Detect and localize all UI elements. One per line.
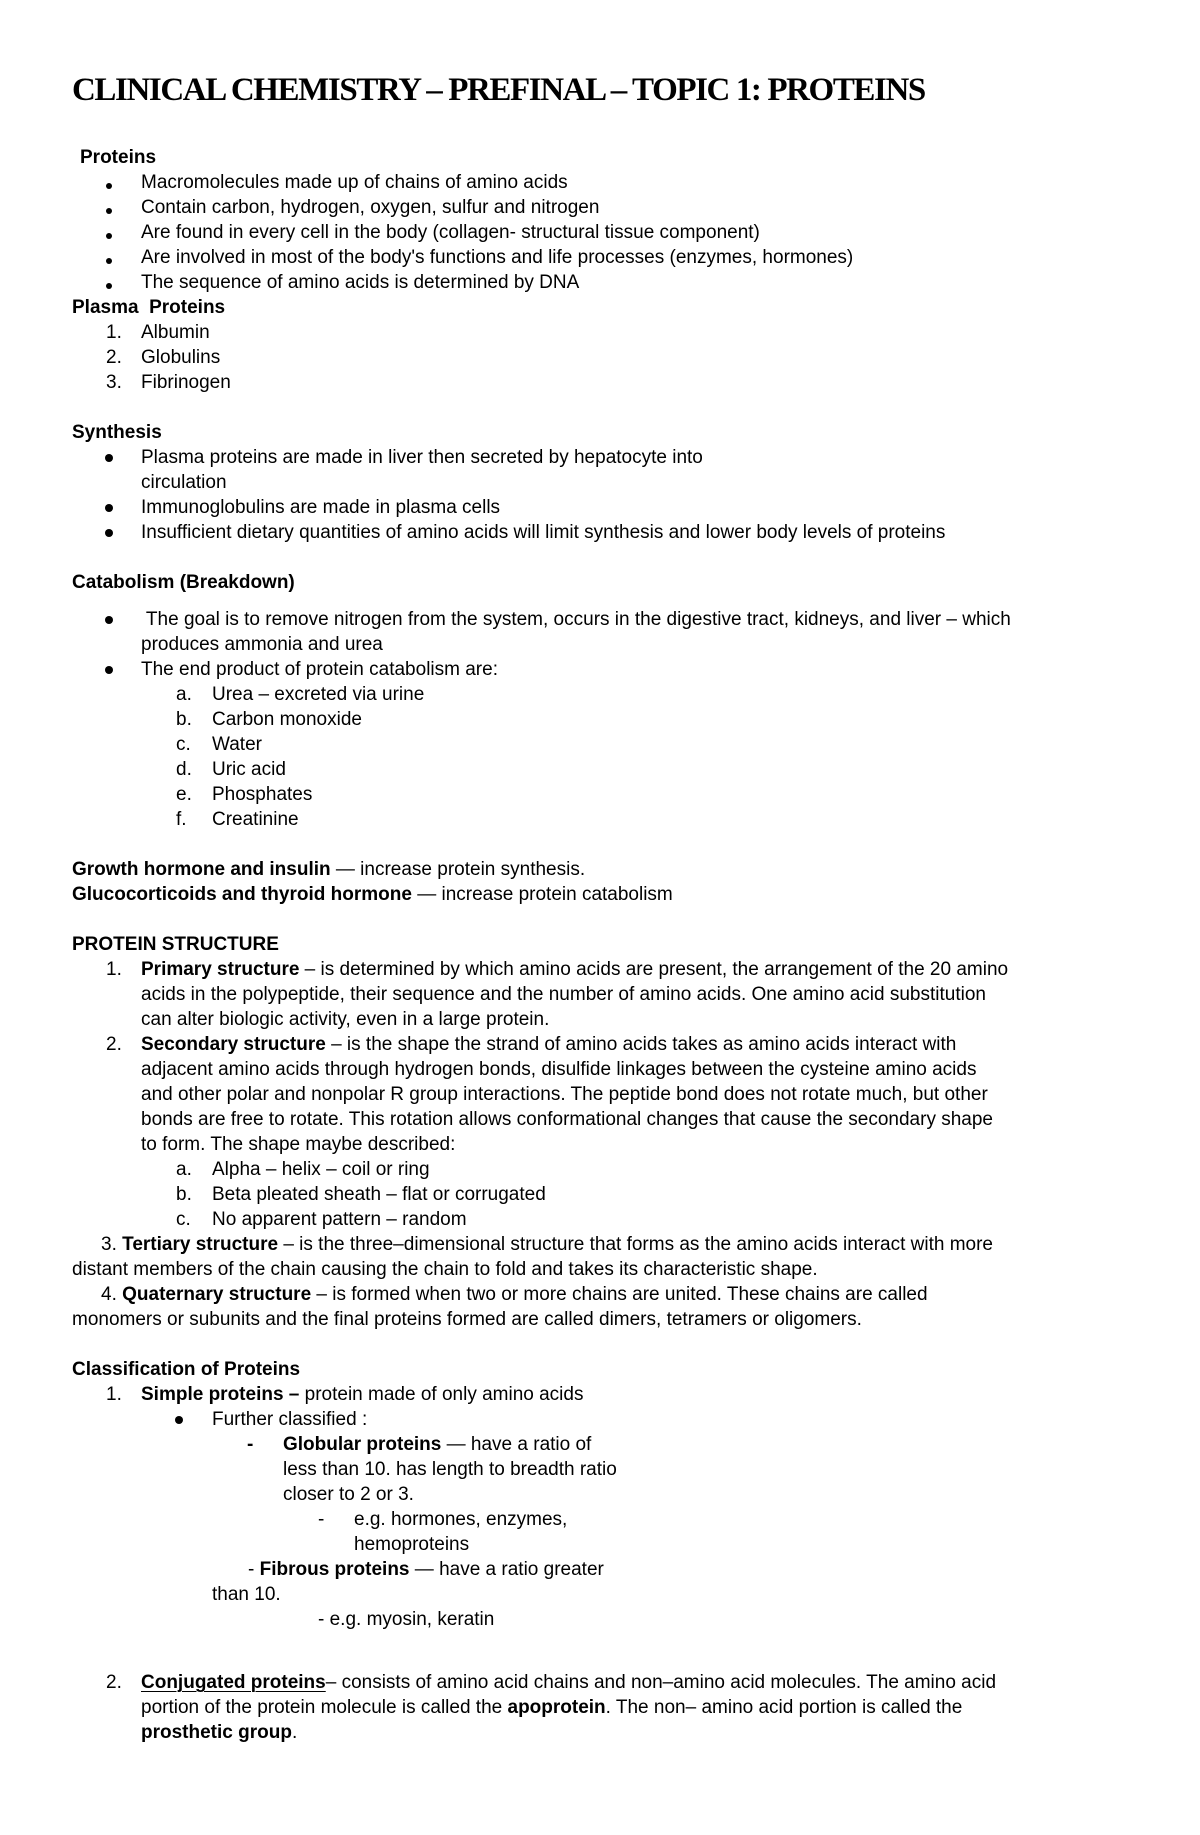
list-item: Alpha – helix – coil or ring (212, 1159, 430, 1180)
text: portion of the protein molecule is called the (141, 1697, 508, 1718)
list-number: 1. (106, 322, 122, 343)
bullet-icon (106, 183, 112, 189)
term: Secondary structure (141, 1034, 326, 1055)
list-item-continued: and other polar and nonpolar R group interactions. The peptide bond does not rotate much, but other (141, 1084, 988, 1105)
list-item-continued (141, 1720, 297, 1745)
proteins-heading: Proteins (80, 147, 157, 168)
text: . (291, 1722, 298, 1743)
hormone-line-synthesis (72, 857, 585, 882)
list-item-continued: can alter biologic activity, even in a large protein. (141, 1009, 550, 1030)
list-item: Carbon monoxide (212, 709, 362, 730)
hormone-term: Glucocorticoids and thyroid hormone (72, 884, 412, 905)
list-item: Plasma proteins are made in liver then secreted by hepatocyte into (141, 447, 703, 468)
list-item: Phosphates (212, 784, 313, 805)
bullet-icon (105, 616, 113, 624)
page-title: CLINICAL CHEMISTRY – PREFINAL – TOPIC 1: PROTEINS (72, 72, 925, 108)
tertiary-structure-item (101, 1232, 993, 1257)
globular-proteins-item (283, 1432, 591, 1457)
list-letter: a. (176, 684, 192, 705)
term: Simple proteins – (141, 1384, 300, 1405)
list-item: Macromolecules made up of chains of amino acids (141, 172, 568, 193)
primary-structure-item (141, 957, 1008, 982)
term: Fibrous proteins (259, 1559, 410, 1580)
hormone-effect: — increase protein catabolism (411, 884, 673, 905)
hormone-effect: — increase protein synthesis. (330, 859, 586, 880)
list-item-continued (141, 1695, 962, 1720)
quaternary-structure-item (101, 1282, 928, 1307)
secondary-structure-item (141, 1032, 956, 1057)
definition: — have a ratio greater (409, 1559, 604, 1580)
list-number: 1. (106, 1384, 122, 1405)
list-letter: d. (176, 759, 192, 780)
term: Conjugated proteins (141, 1672, 326, 1693)
list-item: Are involved in most of the body's functions and life processes (enzymes, hormones) (141, 247, 854, 268)
list-item: Urea – excreted via urine (212, 684, 425, 705)
list-item-continued: acids in the polypeptide, their sequence and the number of amino acids. One amino acid substitution (141, 984, 986, 1005)
list-number: 1. (106, 959, 122, 980)
bullet-icon (105, 504, 113, 512)
list-item: - e.g. myosin, keratin (318, 1609, 495, 1630)
list-item: The end product of protein catabolism are: (141, 659, 498, 680)
bullet-icon (105, 454, 113, 462)
list-number: 4. (101, 1284, 123, 1305)
definition: – is determined by which amino acids are present, the arrangement of the 20 amino (299, 959, 1009, 980)
list-item: Further classified : (212, 1409, 368, 1430)
dash-marker: - (247, 1434, 254, 1455)
list-letter: b. (176, 709, 192, 730)
list-item-continued: than 10. (212, 1584, 281, 1605)
list-item: The sequence of amino acids is determined by DNA (141, 272, 580, 293)
list-number: 3. (101, 1234, 123, 1255)
list-letter: c. (176, 734, 191, 755)
list-item-continued: produces ammonia and urea (141, 634, 383, 655)
list-item: Fibrinogen (141, 372, 231, 393)
definition: — have a ratio of (441, 1434, 592, 1455)
list-item-continued: to form. The shape maybe described: (141, 1134, 456, 1155)
bullet-icon (105, 666, 113, 674)
list-letter: a. (176, 1159, 192, 1180)
plasma-proteins-heading: Plasma Proteins (72, 297, 226, 318)
simple-proteins-item (141, 1382, 583, 1407)
bullet-icon (106, 233, 112, 239)
list-item: Water (212, 734, 262, 755)
list-item: Insufficient dietary quantities of amino acids will limit synthesis and lower body levels of proteins (141, 522, 946, 543)
list-number: 2. (106, 1672, 122, 1693)
synthesis-heading: Synthesis (72, 422, 162, 443)
term: apoprotein (507, 1697, 606, 1718)
conjugated-proteins-item (141, 1670, 996, 1695)
list-item: Are found in every cell in the body (collagen- structural tissue component) (141, 222, 760, 243)
term: prosthetic group (141, 1722, 292, 1743)
list-item-continued: distant members of the chain causing the chain to fold and takes its characteristic shape. (72, 1259, 818, 1280)
hormone-term: Growth hormone and insulin (72, 859, 331, 880)
list-item: Albumin (141, 322, 210, 343)
list-item-continued: less than 10. has length to breadth ratio (283, 1459, 617, 1480)
list-item-continued: adjacent amino acids through hydrogen bonds, disulfide linkages between the cysteine amino acids (141, 1059, 977, 1080)
term: Globular proteins (283, 1434, 442, 1455)
catabolism-heading: Catabolism (Breakdown) (72, 572, 295, 593)
list-item: Contain carbon, hydrogen, oxygen, sulfur and nitrogen (141, 197, 600, 218)
definition: – is the three–dimensional structure that forms as the amino acids interact with more (278, 1234, 994, 1255)
list-letter: b. (176, 1184, 192, 1205)
bullet-icon (175, 1416, 183, 1424)
definition: – consists of amino acid chains and non–amino acid molecules. The amino acid (325, 1672, 997, 1693)
dash-marker: - (318, 1509, 325, 1530)
term: Tertiary structure (122, 1234, 279, 1255)
term: Quaternary structure (122, 1284, 312, 1305)
dash-marker: - (248, 1559, 260, 1580)
list-item: Beta pleated sheath – flat or corrugated (212, 1184, 546, 1205)
bullet-icon (106, 258, 112, 264)
hormone-line-catabolism (72, 882, 673, 907)
list-item-continued: bonds are free to rotate. This rotation allows conformational changes that cause the secondary shape (141, 1109, 993, 1130)
list-item: The goal is to remove nitrogen from the system, occurs in the digestive tract, kidneys, and liver – which (141, 609, 1011, 630)
bullet-icon (105, 529, 113, 537)
list-item-continued: monomers or subunits and the final proteins formed are called dimers, tetramers or oligomers. (72, 1309, 862, 1330)
classification-heading: Classification of Proteins (72, 1359, 301, 1380)
list-item: Globulins (141, 347, 221, 368)
bullet-icon (106, 208, 112, 214)
list-letter: c. (176, 1209, 191, 1230)
list-number: 2. (106, 347, 122, 368)
list-number: 3. (106, 372, 122, 393)
list-item-continued: hemoproteins (354, 1534, 470, 1555)
list-number: 2. (106, 1034, 122, 1055)
bullet-icon (106, 283, 112, 289)
list-item-continued: circulation (141, 472, 227, 493)
term: Primary structure (141, 959, 300, 980)
protein-structure-heading: PROTEIN STRUCTURE (72, 934, 279, 955)
list-item: No apparent pattern – random (212, 1209, 467, 1230)
list-item-continued: closer to 2 or 3. (283, 1484, 414, 1505)
list-item: Uric acid (212, 759, 286, 780)
definition: protein made of only amino acids (299, 1384, 584, 1405)
text: . The non– amino acid portion is called the (605, 1697, 963, 1718)
list-item: Creatinine (212, 809, 299, 830)
definition: – is formed when two or more chains are united. These chains are called (311, 1284, 928, 1305)
list-item: Immunoglobulins are made in plasma cells (141, 497, 501, 518)
fibrous-proteins-item (248, 1557, 604, 1582)
list-letter: f. (176, 809, 187, 830)
list-item: e.g. hormones, enzymes, (354, 1509, 568, 1530)
list-letter: e. (176, 784, 192, 805)
definition: – is the shape the strand of amino acids takes as amino acids interact with (325, 1034, 957, 1055)
